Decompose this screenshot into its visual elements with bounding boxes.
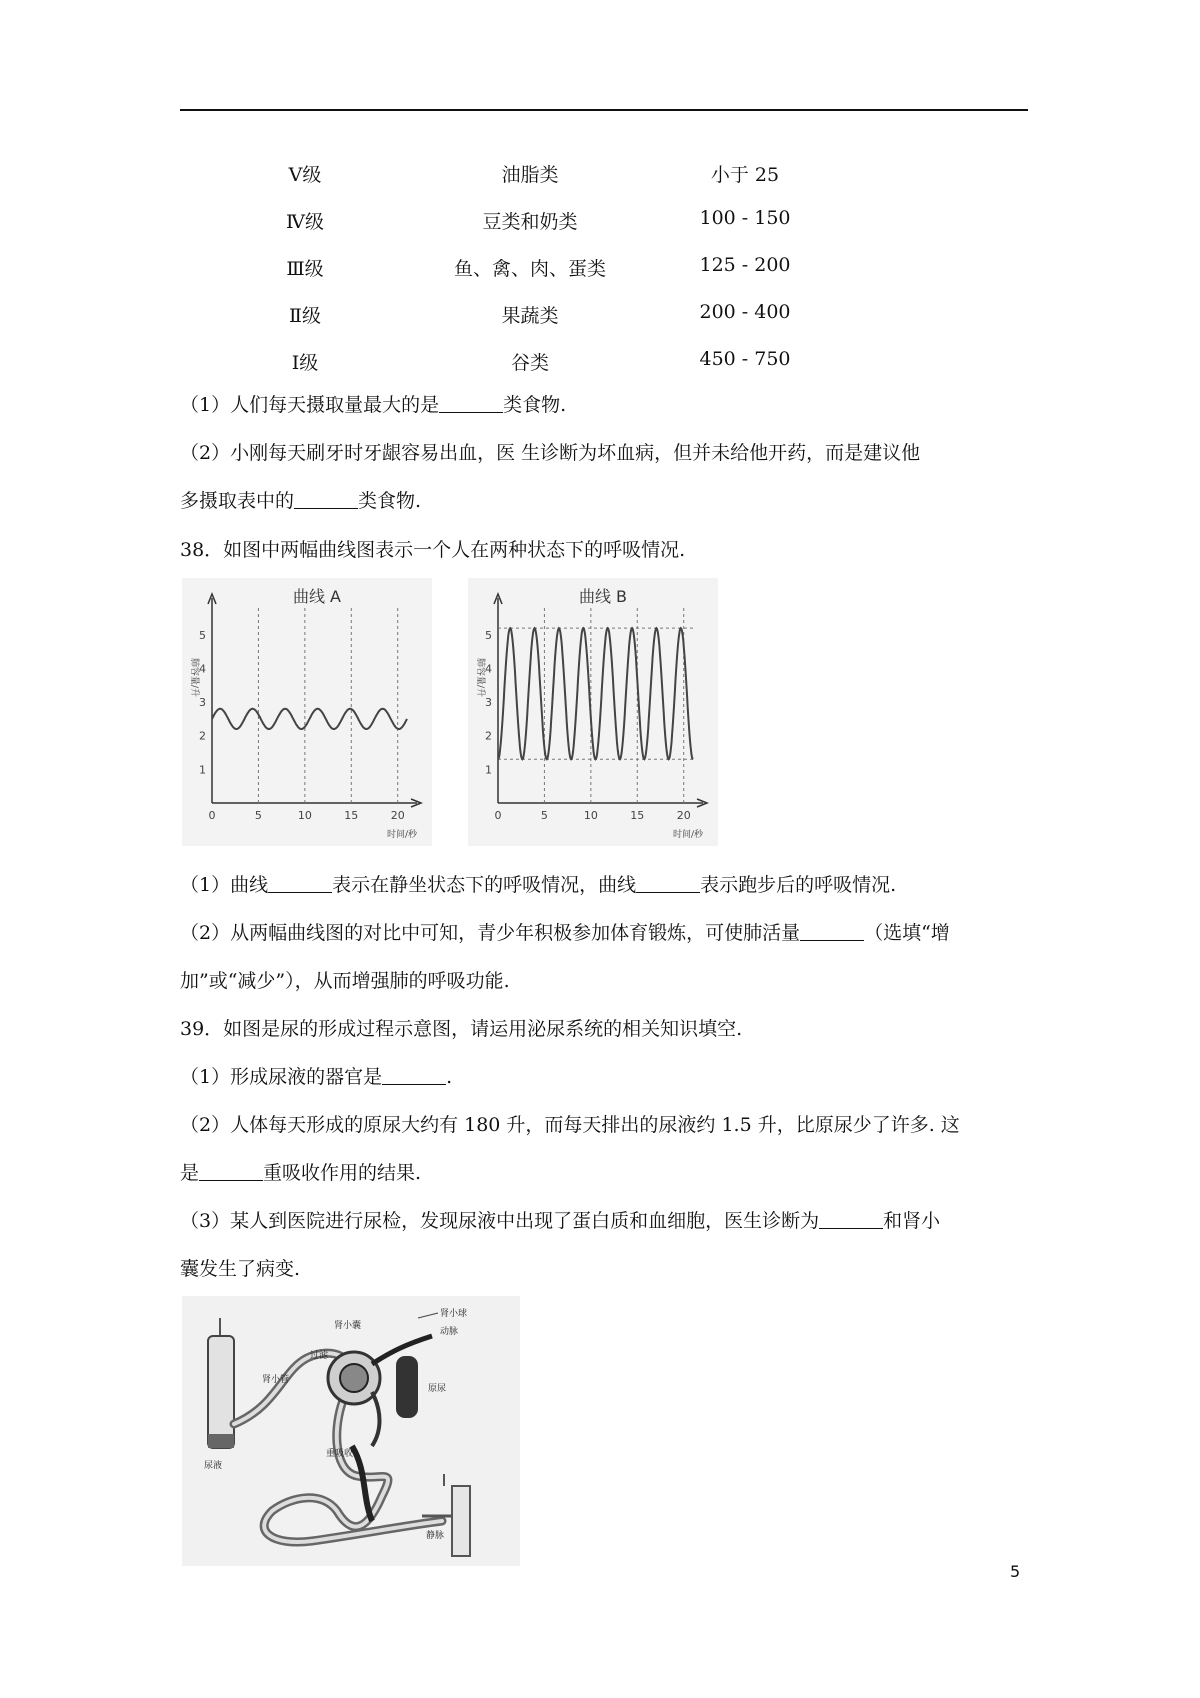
y-tick-label: 3 xyxy=(485,696,492,710)
x-tick-label: 0 xyxy=(208,809,216,822)
label-bulb: 原尿 xyxy=(428,1384,447,1394)
x-tick-label: 20 xyxy=(390,809,405,822)
x-tick-label: 10 xyxy=(583,809,598,822)
chart-background xyxy=(182,578,432,846)
table-row: Ⅳ级 豆类和奶类 100 - 150 xyxy=(286,207,791,233)
urine-formation-diagram xyxy=(182,1296,520,1566)
chart-background xyxy=(468,578,718,846)
y-axis-label: 肺容量/升 xyxy=(475,658,485,698)
urine-cylinder xyxy=(208,1336,234,1448)
y-tick-label: 5 xyxy=(199,628,206,642)
header-rule xyxy=(180,109,1028,111)
y-axis-label: 肺容量/升 xyxy=(189,658,199,698)
glomerulus xyxy=(340,1364,368,1392)
label-filtration: 过滤 xyxy=(310,1351,329,1361)
answer-blank[interactable] xyxy=(199,1160,263,1181)
answer-blank[interactable] xyxy=(819,1208,883,1229)
answer-blank[interactable] xyxy=(439,392,503,413)
q39-part2-line1: （2）人体每天形成的原尿大约有 180 升，而每天排出的尿液约 1.5 升，比原尿少了许多. 这 xyxy=(180,1114,960,1136)
cylinder-base xyxy=(208,1434,234,1448)
table-row: Ⅲ级 鱼、禽、肉、蛋类 125 - 200 xyxy=(286,254,791,280)
x-tick-label: 5 xyxy=(540,809,548,822)
q39-part1: （1）形成尿液的器官是 . xyxy=(180,1066,453,1088)
x-tick-label: 0 xyxy=(494,809,502,822)
dark-vessel xyxy=(396,1356,418,1418)
x-axis-label: 时间/秒 xyxy=(387,830,418,840)
q39-part3-line1: （3）某人到医院进行尿检，发现尿液中出现了蛋白质和血细胞，医生诊断为 和肾小 xyxy=(180,1210,941,1232)
chart-title: 曲线 B xyxy=(578,587,628,606)
page-number: 5 xyxy=(1010,1562,1021,1581)
q37-part1: （1）人们每天摄取量最大的是 类食物. xyxy=(180,394,567,416)
label-glomerulus: 肾小球 xyxy=(440,1309,468,1319)
label-tubule: 肾小管 xyxy=(262,1375,290,1385)
q38-part2-line2: 加”或“减少”），从而增强肺的呼吸功能. xyxy=(180,970,510,992)
q39-part2-line2: 是 重吸收作用的结果. xyxy=(180,1162,422,1184)
y-tick-label: 1 xyxy=(485,763,492,777)
y-tick-label: 2 xyxy=(485,729,492,743)
y-tick-label: 4 xyxy=(485,662,492,676)
answer-blank[interactable] xyxy=(382,1064,446,1085)
y-tick-label: 4 xyxy=(199,662,206,676)
table-row: Ⅰ级 谷类 450 - 750 xyxy=(291,348,791,374)
chart-title: 曲线 A xyxy=(292,587,342,606)
table-row: Ⅴ级 油脂类 小于 25 xyxy=(288,164,780,186)
vein-tube xyxy=(452,1486,470,1556)
label-reabsorption: 重吸收 xyxy=(326,1449,354,1459)
x-tick-label: 20 xyxy=(676,809,691,822)
label-urine: 尿液 xyxy=(204,1461,223,1471)
q38-part1: （1）曲线 表示在静坐状态下的呼吸情况，曲线 表示跑步后的呼吸情况. xyxy=(180,874,897,896)
table-row: Ⅱ级 果蔬类 200 - 400 xyxy=(289,301,791,327)
q38-part2-line1: （2）从两幅曲线图的对比中可知，青少年积极参加体育锻炼，可使肺活量 （选填“增 xyxy=(180,922,950,944)
x-tick-label: 15 xyxy=(630,809,645,822)
answer-blank[interactable] xyxy=(800,920,864,941)
x-tick-label: 15 xyxy=(344,809,359,822)
x-tick-label: 10 xyxy=(297,809,312,822)
label-capsule: 肾小囊 xyxy=(334,1321,362,1331)
label-artery: 动脉 xyxy=(440,1327,459,1337)
label-vein: 静脉 xyxy=(426,1531,445,1541)
q39-part3-line2: 囊发生了病变. xyxy=(180,1258,301,1280)
y-tick-label: 3 xyxy=(199,696,206,710)
x-tick-label: 5 xyxy=(254,809,262,822)
q37-part2-line1: （2）小刚每天刷牙时牙龈容易出血，医 生诊断为坏血病，但并未给他开药，而是建议他 xyxy=(180,442,921,464)
answer-blank[interactable] xyxy=(268,872,332,893)
y-tick-label: 5 xyxy=(485,628,492,642)
answer-blank[interactable] xyxy=(294,488,358,509)
x-axis-label: 时间/秒 xyxy=(673,830,704,840)
chart-curve-b xyxy=(468,578,718,846)
q37-part2-line2: 多摄取表中的 类食物. xyxy=(180,490,422,512)
q39-stem: 39．如图是尿的形成过程示意图，请运用泌尿系统的相关知识填空. xyxy=(180,1018,743,1040)
q38-stem: 38．如图中两幅曲线图表示一个人在两种状态下的呼吸情况. xyxy=(180,539,686,561)
chart-curve-a xyxy=(182,578,432,846)
y-tick-label: 2 xyxy=(199,729,206,743)
y-tick-label: 1 xyxy=(199,763,206,777)
answer-blank[interactable] xyxy=(636,872,700,893)
